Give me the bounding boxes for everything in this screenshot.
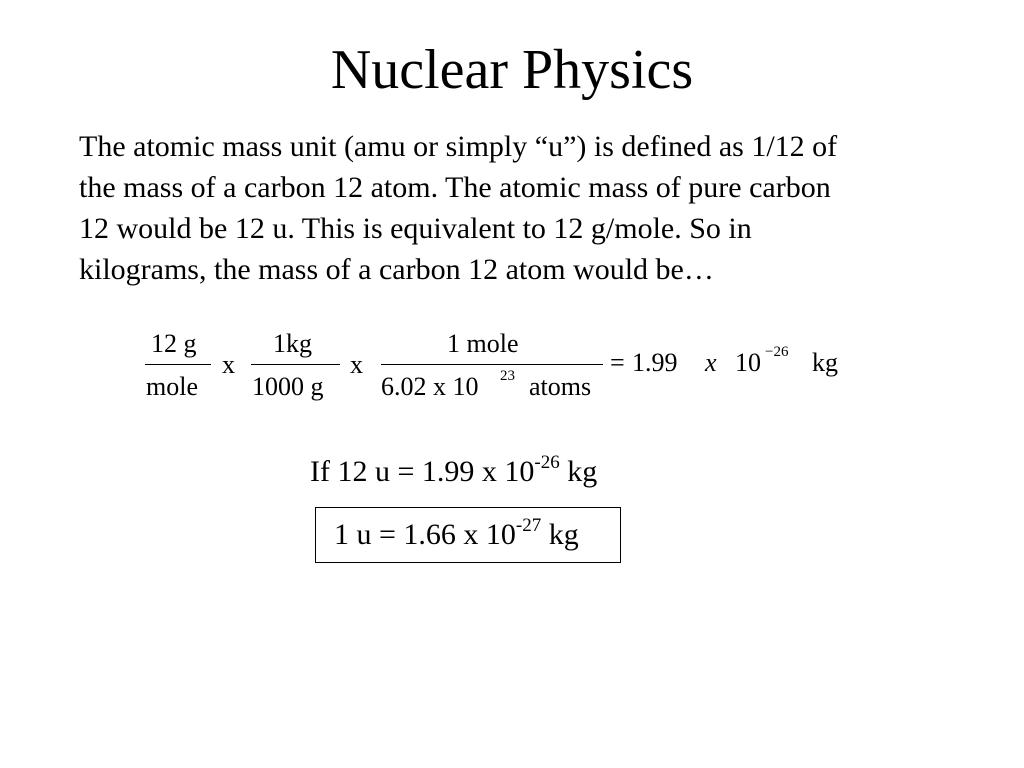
if-statement-unit: kg — [559, 455, 598, 488]
if-statement-prefix: If 12 u = 1.99 x 10 — [310, 455, 535, 488]
paragraph-line-2: the mass of a carbon 12 atom. The atomic mass of pure carbon — [79, 171, 831, 204]
fraction3-denominator-mantissa: 6.02 x 10 — [381, 372, 479, 401]
result-base: 10 — [735, 348, 761, 377]
multiply-sign-2: x — [350, 350, 363, 379]
fraction2-numerator: 1kg — [273, 329, 312, 358]
if-statement-exponent: -26 — [534, 452, 560, 473]
fraction3-bar — [381, 364, 603, 365]
result-statement-exponent: -27 — [515, 515, 542, 536]
result-unit: kg — [812, 348, 838, 377]
fraction1-bar — [145, 364, 211, 365]
result-statement-unit: kg — [541, 518, 579, 551]
paragraph-line-1: The atomic mass unit (amu or simply “u”) is defined as 1/12 of — [79, 130, 838, 163]
result-mantissa: 1.99 — [632, 348, 678, 377]
fraction1-denominator: mole — [146, 372, 198, 401]
paragraph-line-4: kilograms, the mass of a carbon 12 atom would be… — [79, 253, 714, 286]
result-times: x — [705, 348, 717, 377]
fraction3-numerator: 1 mole — [447, 329, 519, 358]
fraction3-denominator-unit: atoms — [529, 372, 592, 401]
paragraph-line-3: 12 would be 12 u. This is equivalent to 12 g/mole. So in — [79, 212, 752, 245]
fraction1-numerator: 12 g — [151, 329, 197, 358]
fraction2-bar — [251, 364, 340, 365]
if-statement — [310, 452, 598, 493]
multiply-sign-1: x — [222, 350, 235, 379]
fraction3-denominator-exponent: 23 — [500, 368, 515, 384]
fraction2-denominator: 1000 g — [252, 372, 324, 401]
result-statement-prefix: 1 u = 1.66 x 10 — [334, 518, 516, 551]
definition-paragraph — [79, 126, 959, 290]
result-exponent: −26 — [765, 344, 789, 360]
equals-sign: = — [610, 348, 625, 377]
slide-title: Nuclear Physics — [330, 39, 694, 101]
result-statement — [334, 515, 579, 556]
